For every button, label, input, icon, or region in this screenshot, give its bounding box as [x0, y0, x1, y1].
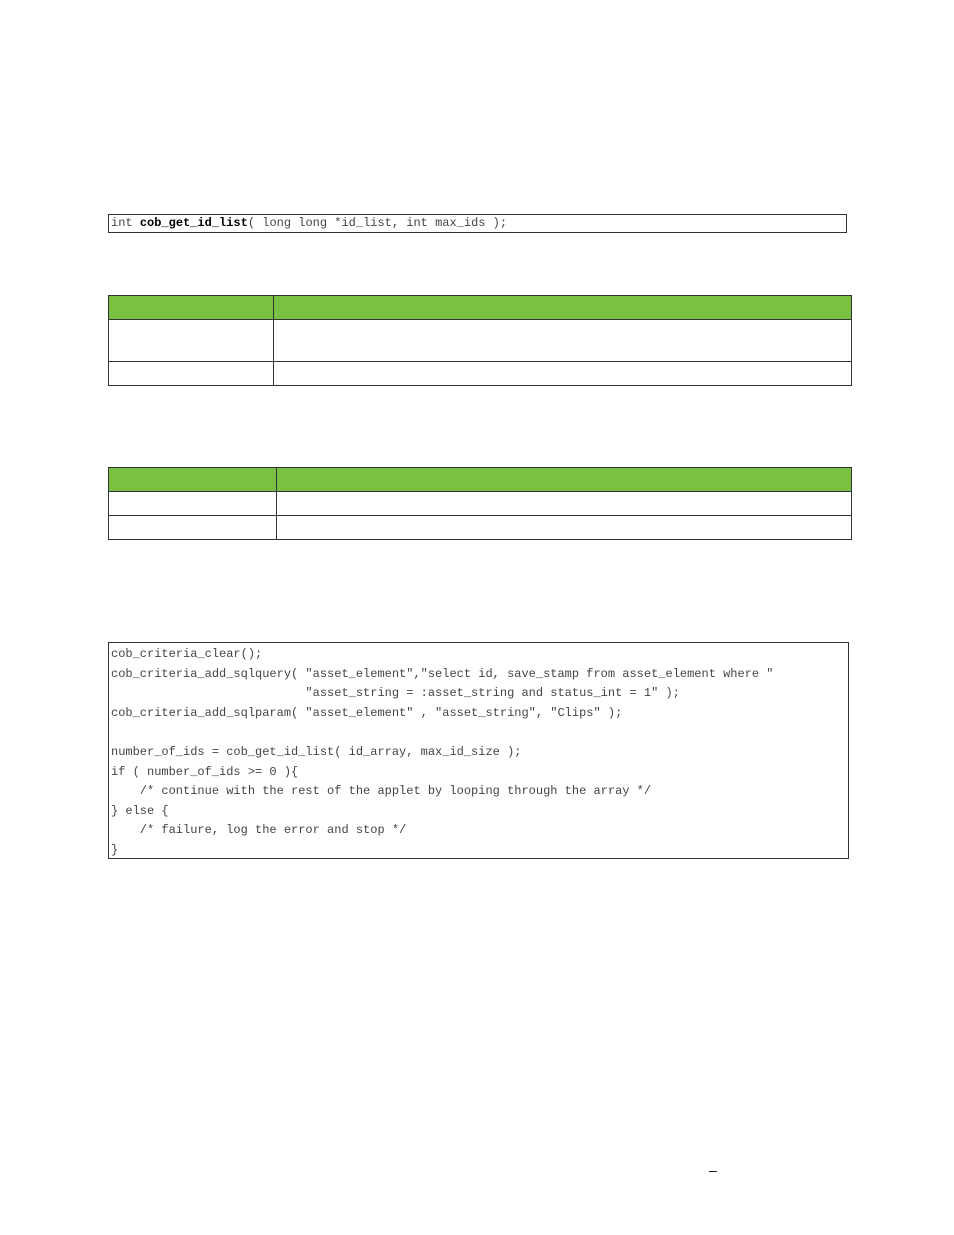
function-signature [108, 214, 847, 233]
table-cell [277, 516, 852, 540]
table-row [109, 516, 852, 540]
table-cell [109, 516, 277, 540]
table-cell [109, 362, 274, 386]
parameters-header-cell-name [109, 296, 274, 320]
code-line: } else { [111, 803, 169, 818]
code-line: number_of_ids = cob_get_id_list( id_array, max_id_size ); [111, 744, 522, 759]
code-line: /* continue with the rest of the applet by looping through the array */ [111, 784, 652, 799]
code-line: } [111, 842, 119, 857]
code-line: if ( number_of_ids >= 0 ){ [111, 764, 299, 779]
table-cell [277, 492, 852, 516]
signature-function-name: cob_get_id_list [139, 216, 248, 230]
signature-return-type: int [111, 216, 140, 230]
signature-params: ( long long *id_list, int max_ids ); [247, 216, 508, 230]
parameters-header-cell-description [274, 296, 852, 320]
code-line [111, 723, 848, 743]
code-example [108, 642, 849, 859]
parameters-table [108, 295, 852, 386]
table-cell [274, 320, 852, 362]
code-line: cob_criteria_add_sqlparam( "asset_element" , "asset_string", "Clips" ); [111, 705, 623, 720]
return-header-cell-value [109, 468, 277, 492]
code-line: /* failure, log the error and stop */ [111, 823, 407, 838]
return-values-table [108, 467, 852, 540]
table-cell [109, 320, 274, 362]
table-row [109, 362, 852, 386]
return-values-table-header [109, 468, 852, 492]
return-header-cell-description [277, 468, 852, 492]
parameters-table-header [109, 296, 852, 320]
code-line: "asset_string = :asset_string and status_int = 1" ); [111, 686, 680, 701]
table-row [109, 492, 852, 516]
code-line: cob_criteria_add_sqlquery( "asset_element","select id, save_stamp from asset_element where " [111, 666, 774, 681]
footer-dash: – [709, 1162, 717, 1178]
table-row [109, 320, 852, 362]
table-cell [274, 362, 852, 386]
table-cell [109, 492, 277, 516]
code-line: cob_criteria_clear(); [111, 647, 263, 661]
